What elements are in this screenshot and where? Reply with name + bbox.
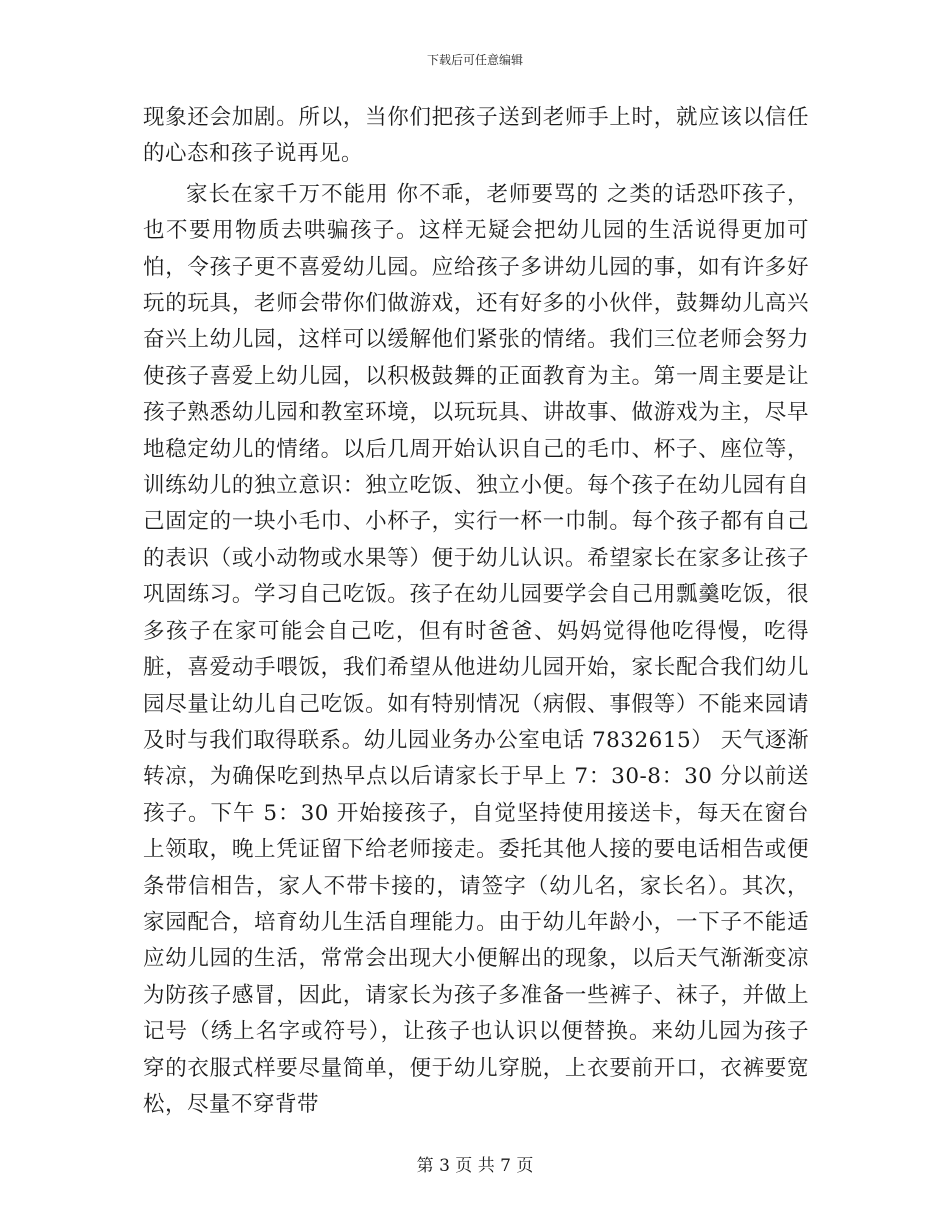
page-header: 下载后可任意编辑	[426, 53, 523, 67]
document-body	[143, 100, 809, 1123]
paragraph-main: 家长在家千万不能用 你不乖，老师要骂的 之类的话恐吓孩子，也不要用物质去哄骗孩子。这样无疑会把幼儿园的生活说得更加可怕，令孩子更不喜爱幼儿园。应给孩子多讲幼儿园的事，如有许多好玩的玩具，老师会带你们做游戏，还有好多的小伙伴，鼓舞幼儿高兴奋兴上幼儿园，这样可以缓解他们紧张的情绪。我们三位老师会努力使孩子喜爱上幼儿园，以积极鼓舞的正面教育为主。第一周主要是让孩子熟悉幼儿园和教室环境，以玩玩具、讲故事、做游戏为主，尽早地稳定幼儿的情绪。以后几周开始认识自己的毛巾、杯子、座位等，训练幼儿的独立意识：独立吃饭、独立小便。每个孩子在幼儿园有自己固定的一块小毛巾、小杯子，实行一杯一巾制。每个孩子都有自己的表识（或小动物或水果等）便于幼儿认识。希望家长在家多让孩子巩固练习。学习自己吃饭。孩子在幼儿园要学会自己用瓢羹吃饭，很多孩子在家可能会自己吃，但有时爸爸、妈妈觉得他吃得慢，吃得脏，喜爱动手喂饭，我们希望从他进幼儿园开始，家长配合我们幼儿园尽量让幼儿自己吃饭。如有特别情况（病假、事假等）不能来园请及时与我们取得联系。幼儿园业务办公室电话 7832615） 天气逐渐转凉，为确保吃到热早点以后请家长于早上 7：30-8：30 分以前送孩子。下午 5：30 开始接孩子，自觉坚持使用接送卡，每天在窗台上领取，晚上凭证留下给老师接走。委托其他人接的要电话相告或便条带信相告，家人不带卡接的，请签字（幼儿名，家长名）。其次，家园配合，培育幼儿生活自理能力。由于幼儿年龄小，一下子不能适应幼儿园的生活，常常会出现大小便解出的现象，以后天气渐渐变凉为防孩子感冒，因此，请家长为孩子多准备一些裤子、袜子，并做上记号（绣上名字或符号），让孩子也认识以便替换。来幼儿园为孩子穿的衣服式样要尽量简单，便于幼儿穿脱，上衣要前开口，衣裤要宽松，尽量不穿背带	[143, 181, 809, 1117]
page-number-footer: 第 3 页 共 7 页	[416, 1156, 534, 1176]
paragraph-continuation: 现象还会加剧。所以，当你们把孩子送到老师手上时，就应该以信任的心态和孩子说再见。	[143, 105, 809, 167]
